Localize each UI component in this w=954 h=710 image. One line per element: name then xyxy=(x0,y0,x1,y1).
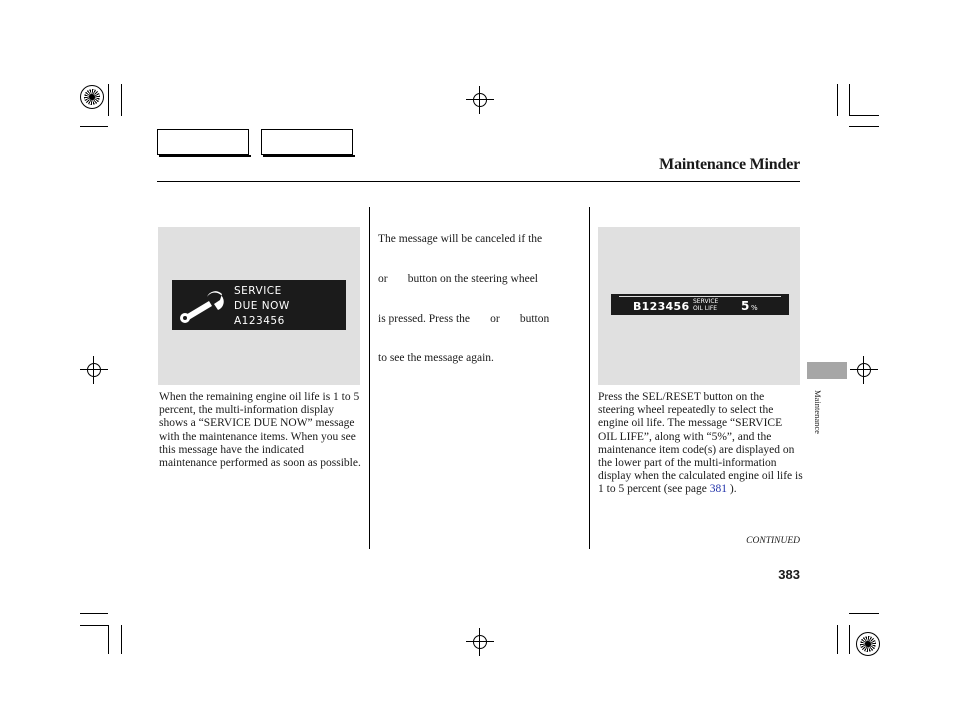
display-label-line-1: SERVICE xyxy=(693,298,719,305)
service-due-now-display xyxy=(172,280,346,330)
maintenance-code: B123456 xyxy=(633,300,690,313)
right-text-before: Press the SEL/RESET button on the steering wheel repeatedly to select the engine oil life. The message “SERVICE OIL LIFE”, along with “5%”, and the maintenance item code(s) are displayed on the lower part of the multi-information display when the calculated engine oil life is 1 to 5 percent (see page xyxy=(598,391,803,496)
registration-cross-icon xyxy=(466,86,494,114)
registration-target-icon xyxy=(856,632,880,656)
column-divider xyxy=(369,207,370,549)
oil-life-unit: % xyxy=(751,304,758,312)
section-side-tab[interactable] xyxy=(807,362,847,379)
wrench-icon xyxy=(176,285,230,325)
nav-tab-box-2[interactable] xyxy=(261,129,353,155)
page-link-381[interactable]: 381 xyxy=(709,483,728,496)
oil-life-display xyxy=(611,294,789,315)
registration-cross-icon xyxy=(80,356,108,384)
display-line-1: SERVICE xyxy=(234,285,282,297)
display-bar xyxy=(619,296,781,297)
nav-tab-box-1[interactable] xyxy=(157,129,249,155)
middle-line-2: or button on the steering wheel xyxy=(378,273,539,286)
registration-cross-icon xyxy=(850,356,878,384)
right-text-after: ). xyxy=(727,483,737,496)
title-rule xyxy=(157,181,800,182)
page-title: Maintenance Minder xyxy=(659,156,800,173)
right-column-text xyxy=(598,391,803,497)
middle-line-4: to see the message again. xyxy=(378,352,494,365)
display-label-line-2: OIL LIFE xyxy=(693,304,718,312)
continued-label: CONTINUED xyxy=(746,536,800,546)
display-line-2: DUE NOW xyxy=(234,300,290,312)
page-number: 383 xyxy=(778,567,800,582)
oil-life-value: 5 xyxy=(741,299,750,313)
display-line-3: A123456 xyxy=(234,315,285,327)
section-side-label: Maintenance xyxy=(813,390,823,434)
column-divider xyxy=(589,207,590,549)
display-label xyxy=(693,299,733,312)
middle-column-text xyxy=(378,207,588,379)
registration-target-icon xyxy=(80,85,104,109)
middle-line-3: is pressed. Press the or button xyxy=(378,312,550,325)
middle-line-1: The message will be canceled if the xyxy=(378,233,543,246)
left-column-text: When the remaining engine oil life is 1 to 5 percent, the multi-information display shows a “SERVICE DUE NOW” message with the maintenance items. When you see this message have the indicated maintenance performed as soon as possible. xyxy=(159,391,361,470)
registration-cross-icon xyxy=(466,628,494,656)
